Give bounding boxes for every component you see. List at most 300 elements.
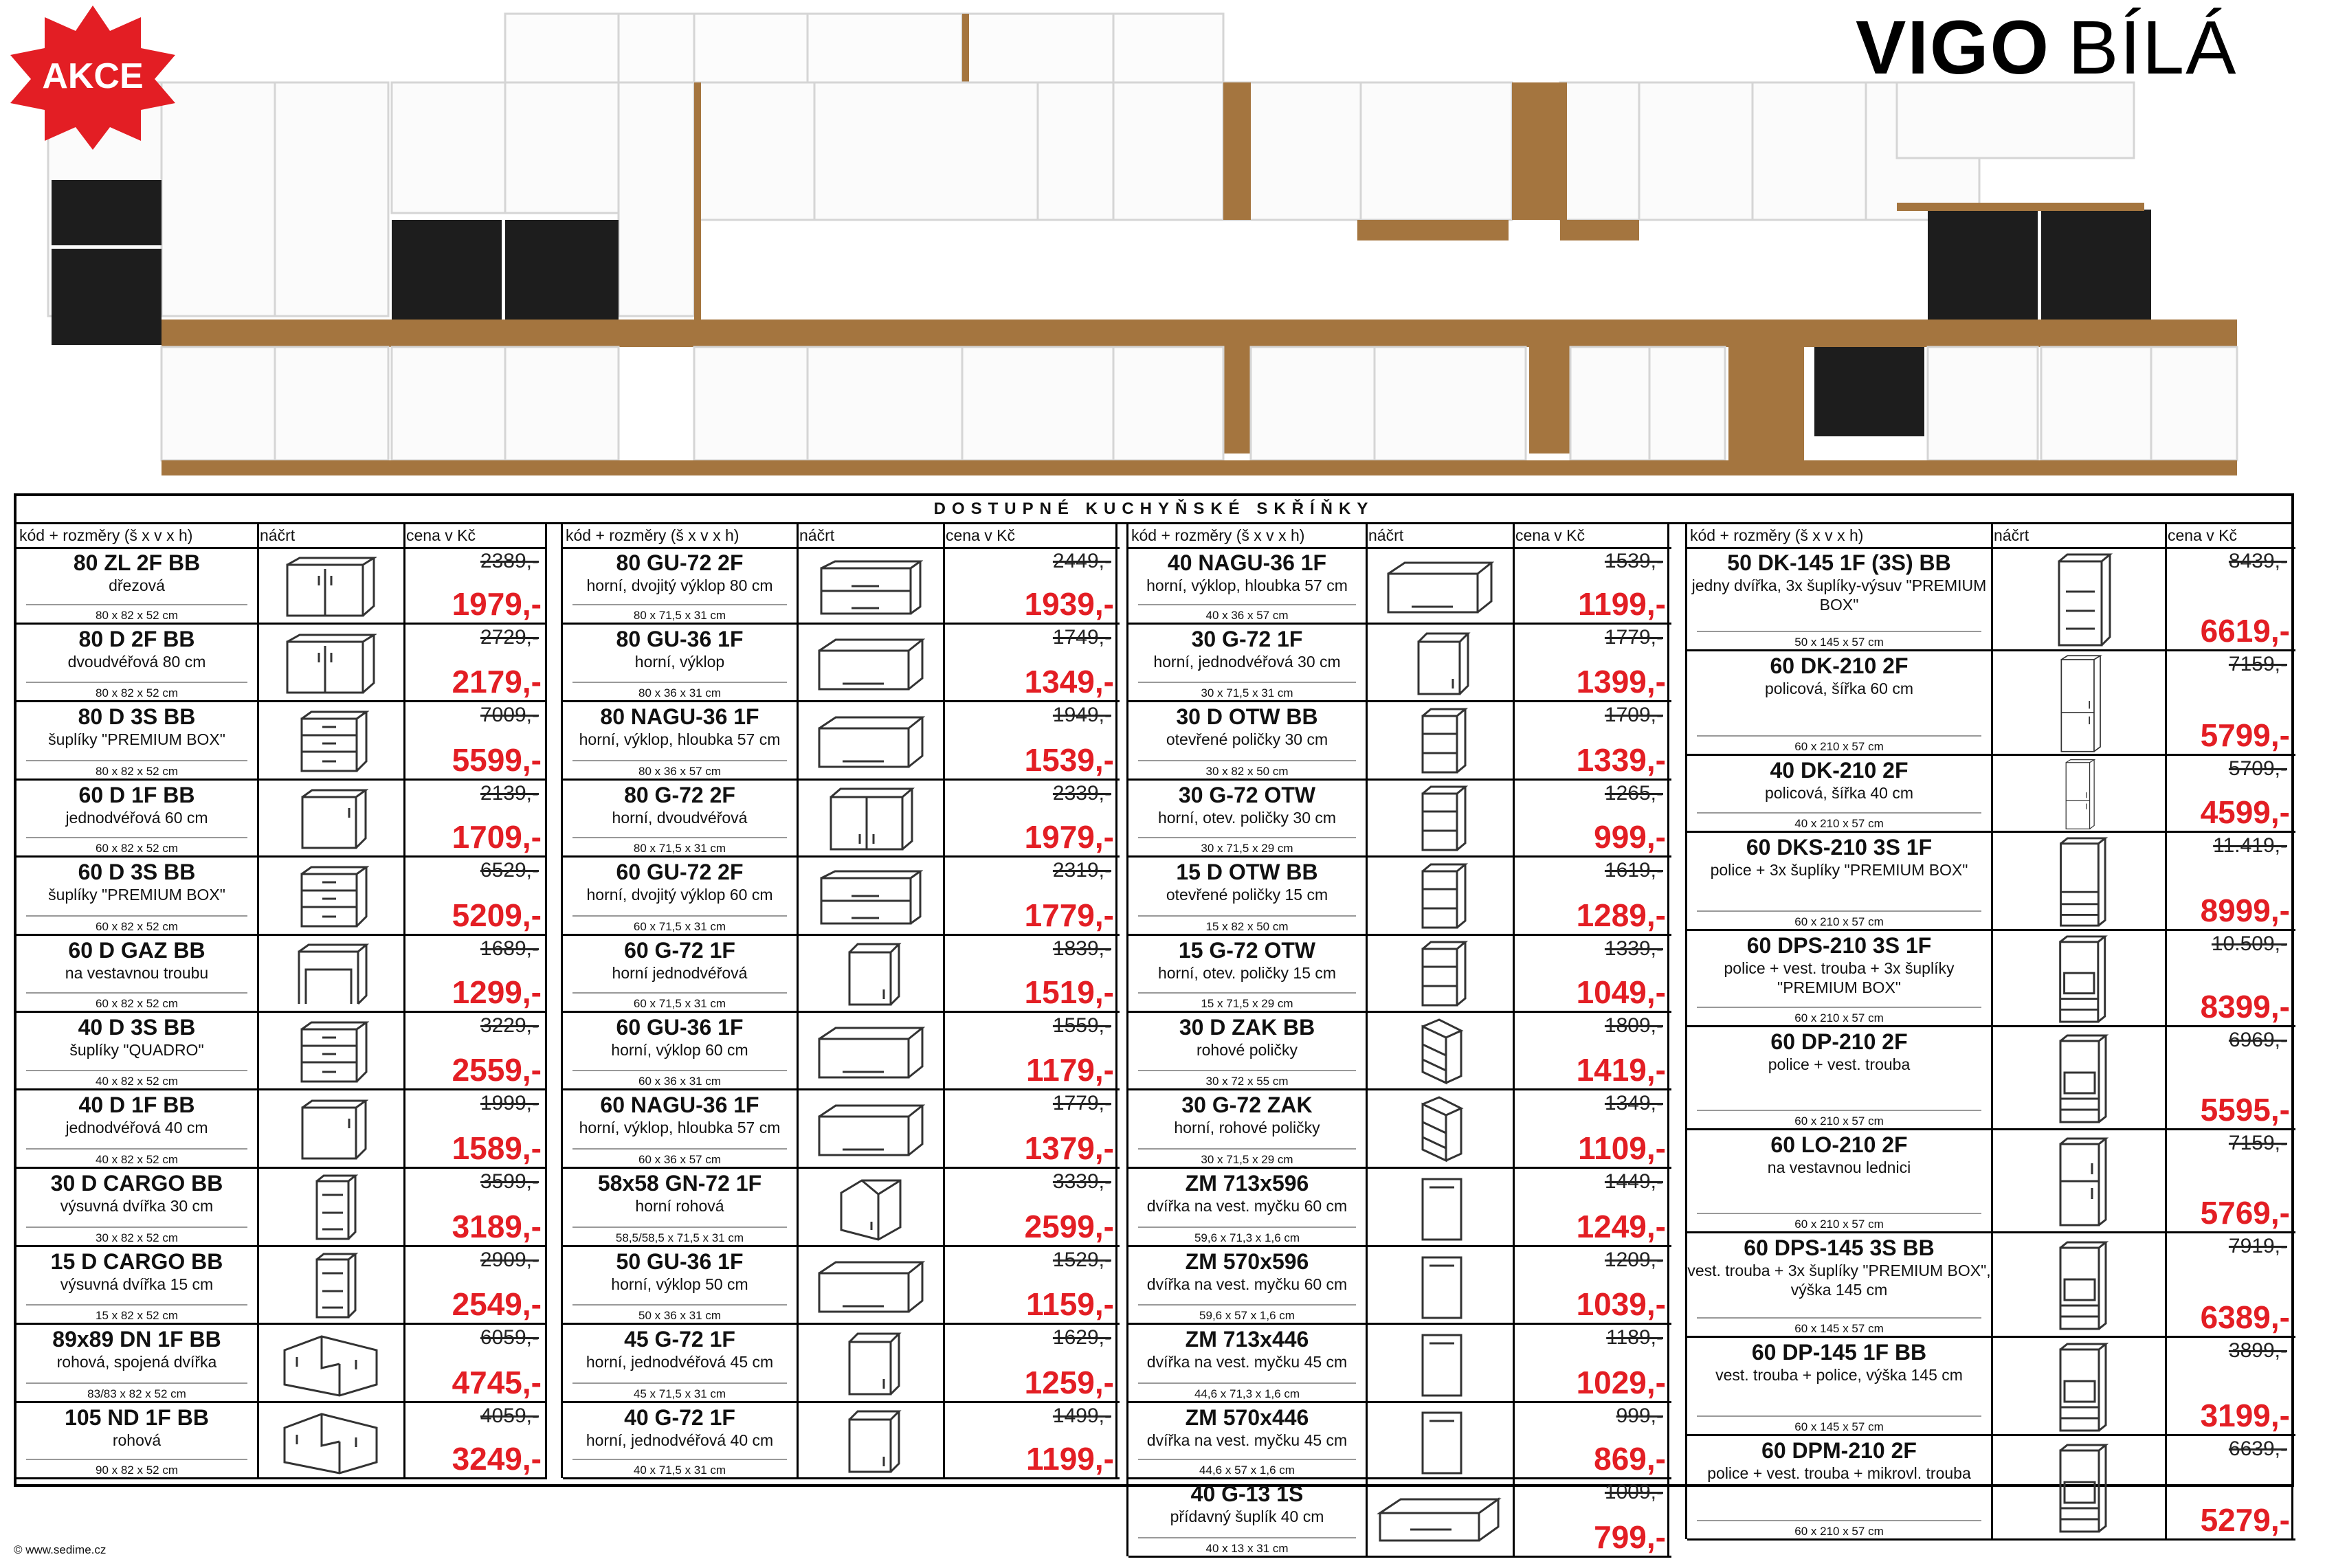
product-code: 60 DPS-210 3S 1F [1746, 933, 1932, 958]
product-row [563, 936, 1120, 1013]
sale-price: 6619,- [2200, 613, 2290, 649]
sale-price: 5209,- [452, 897, 542, 933]
product-code: 30 G-72 OTW [1178, 783, 1316, 807]
dims-divider [1138, 915, 1356, 917]
old-price: 2449,- [1052, 550, 1111, 572]
dishwasher-door-icon [1405, 1330, 1473, 1402]
product-info [16, 702, 257, 781]
product-info [1128, 1325, 1366, 1403]
sale-price: 1159,- [1026, 1286, 1114, 1322]
product-row [1128, 1247, 1671, 1325]
product-row [1128, 1479, 1671, 1558]
dims-divider [1138, 604, 1356, 605]
product-dimensions: 60 x 82 x 52 cm [95, 997, 178, 1010]
product-row [16, 936, 547, 1013]
sale-price: 1339,- [1576, 742, 1666, 778]
product-info [1687, 756, 1991, 833]
product-row [1128, 548, 1671, 625]
dims-divider [572, 837, 787, 838]
old-price: 6529,- [480, 859, 539, 882]
price-cell [1513, 936, 1671, 1013]
product-code: 50 GU-36 1F [616, 1249, 744, 1274]
product-info [563, 548, 797, 625]
corner-base-icon [280, 1330, 381, 1402]
product-row [563, 1247, 1120, 1325]
price-cell [1513, 548, 1671, 625]
product-dimensions: 80 x 71,5 x 31 cm [633, 842, 726, 855]
dims-divider [572, 992, 787, 994]
product-description: jednodvéřová 60 cm [65, 809, 208, 827]
price-cell [1513, 702, 1671, 781]
product-code: 30 G-72 ZAK [1181, 1093, 1313, 1117]
sale-price: 1039,- [1576, 1286, 1666, 1322]
product-row [1128, 1013, 1671, 1090]
old-price: 1349,- [1604, 1092, 1663, 1115]
product-description: šuplíky "PREMIUM BOX" [48, 730, 225, 748]
dims-divider [572, 604, 787, 605]
sale-price: 3189,- [452, 1209, 542, 1244]
old-price: 3339,- [1052, 1170, 1111, 1193]
column-header [1128, 524, 1671, 549]
old-price: 1449,- [1604, 1170, 1663, 1193]
product-row [563, 858, 1120, 936]
sale-price: 1299,- [452, 974, 542, 1010]
price-cell [943, 1169, 1120, 1247]
sale-price: 8399,- [2200, 989, 2290, 1024]
sale-price: 1289,- [1576, 897, 1666, 933]
product-description: policová, šířka 40 cm [1764, 784, 1914, 802]
product-row [16, 1247, 547, 1325]
sale-price: 1379,- [1024, 1130, 1114, 1166]
product-code: 89x89 DN 1F BB [52, 1327, 221, 1352]
old-price: 8439,- [2228, 550, 2287, 572]
wall-1-door-icon [1405, 631, 1473, 700]
product-dimensions: 60 x 210 x 57 cm [1794, 1011, 1884, 1024]
dims-divider [1697, 812, 1981, 814]
product-row [1687, 1233, 2295, 1338]
product-info [1687, 1338, 1991, 1436]
product-info [563, 1090, 797, 1169]
product-dimensions: 60 x 145 x 57 cm [1794, 1420, 1884, 1433]
product-row [1687, 1436, 2295, 1541]
product-row [563, 548, 1120, 625]
product-code: 30 D CARGO BB [50, 1171, 223, 1196]
product-description: horní rohová [635, 1197, 724, 1215]
dims-divider [26, 992, 247, 994]
product-code: 80 ZL 2F BB [73, 550, 201, 575]
product-row [1687, 651, 2295, 756]
product-description: police + vest. trouba + mikrovl. trouba [1707, 1464, 1971, 1482]
product-description: otevřené poličky 15 cm [1166, 886, 1328, 904]
product-info [563, 1325, 797, 1403]
sale-price: 4599,- [2200, 794, 2290, 830]
dims-divider [1697, 1007, 1981, 1008]
wall-corner-icon [834, 1174, 906, 1246]
product-code: 40 D 3S BB [78, 1015, 196, 1040]
old-price: 1779,- [1052, 1092, 1111, 1115]
product-code: 15 D OTW BB [1176, 860, 1318, 884]
price-cell [1513, 1013, 1671, 1090]
header-sketch: náčrt [1368, 526, 1404, 544]
price-cell [1513, 1325, 1671, 1403]
price-cell [403, 936, 547, 1013]
price-cell [2165, 1338, 2295, 1436]
product-row [16, 858, 547, 936]
product-dimensions: 40 x 13 x 31 cm [1205, 1542, 1289, 1555]
product-code: 60 G-72 1F [624, 938, 735, 963]
product-description: horní, rohové poličky [1174, 1119, 1320, 1136]
price-column-3 [1126, 524, 1669, 1556]
old-price: 2909,- [480, 1248, 539, 1271]
product-code: 40 G-72 1F [624, 1405, 735, 1430]
old-price: 2339,- [1052, 782, 1111, 805]
product-description: rohová, spojená dvířka [56, 1353, 217, 1371]
product-description: police + vest. trouba [1768, 1055, 1911, 1073]
product-info [563, 702, 797, 781]
brand-title [1856, 7, 2238, 89]
wall-flap-icon [815, 1258, 925, 1318]
akce-label: AKCE [42, 56, 144, 96]
product-info [16, 1169, 257, 1247]
product-code: 60 GU-36 1F [616, 1015, 744, 1040]
product-info [1128, 1013, 1366, 1090]
price-cell [943, 1247, 1120, 1325]
product-dimensions: 40 x 210 x 57 cm [1794, 817, 1884, 830]
sale-price: 1249,- [1576, 1209, 1666, 1244]
product-row [1687, 1338, 2295, 1436]
dims-divider [26, 915, 247, 917]
base-2-door-icon [285, 632, 377, 699]
brand-name-light: BÍLÁ [2068, 5, 2238, 90]
old-price: 7009,- [480, 704, 539, 726]
dims-divider [1697, 631, 1981, 632]
product-dimensions: 83/83 x 82 x 52 cm [87, 1387, 186, 1400]
header-code: kód + rozměry (š x v x h) [1131, 526, 1305, 544]
price-cell [403, 781, 547, 858]
dims-divider [26, 1070, 247, 1071]
dims-divider [572, 682, 787, 683]
old-price: 3229,- [480, 1014, 539, 1037]
product-dimensions: 40 x 82 x 52 cm [95, 1075, 178, 1088]
price-cell [403, 1247, 547, 1325]
product-info [1128, 1169, 1366, 1247]
product-info [563, 781, 797, 858]
product-code: 60 LO-210 2F [1770, 1132, 1908, 1157]
sale-price: 1589,- [452, 1130, 542, 1166]
product-row [1687, 1027, 2295, 1130]
product-code: ZM 570x596 [1185, 1249, 1309, 1274]
product-description: přídavný šuplík 40 cm [1170, 1508, 1324, 1525]
wall-flap-icon [815, 1024, 925, 1084]
tall-oven-icon [2045, 1240, 2111, 1335]
open-shelf-icon [1405, 785, 1473, 856]
tall-oven-icon [2045, 934, 2111, 1028]
product-row [563, 1325, 1120, 1403]
old-price: 1999,- [480, 1092, 539, 1115]
wall-flap-icon [1384, 559, 1494, 618]
product-info [563, 1247, 797, 1325]
old-price: 1629,- [1052, 1326, 1111, 1349]
sale-price: 1519,- [1024, 974, 1114, 1010]
sale-price: 5599,- [452, 742, 542, 778]
dims-divider [26, 760, 247, 761]
old-price: 11.419,- [2213, 834, 2287, 857]
product-code: 45 G-72 1F [624, 1327, 735, 1352]
price-cell [2165, 1233, 2295, 1338]
product-info [1687, 1130, 1991, 1233]
product-code: ZM 713x596 [1185, 1171, 1309, 1196]
product-description: horní, dvojitý výklop 80 cm [586, 576, 773, 594]
price-cell [943, 702, 1120, 781]
column-header [16, 524, 547, 549]
sale-price: 1049,- [1576, 974, 1666, 1010]
price-cell [403, 1403, 547, 1479]
old-price: 1529,- [1052, 1248, 1111, 1271]
price-cell [2165, 1436, 2295, 1541]
dims-divider [572, 1070, 787, 1071]
product-dimensions: 60 x 36 x 31 cm [638, 1075, 721, 1088]
product-dimensions: 40 x 71,5 x 31 cm [633, 1464, 726, 1477]
dims-divider [1138, 1227, 1356, 1228]
product-dimensions: 80 x 82 x 52 cm [95, 765, 178, 778]
dims-divider [1138, 682, 1356, 683]
product-description: dvířka na vest. myčku 45 cm [1146, 1431, 1348, 1449]
product-description: rohová [112, 1431, 162, 1449]
product-info [16, 1013, 257, 1090]
dims-divider [1138, 1304, 1356, 1306]
product-code: 60 DPM-210 2F [1761, 1438, 1917, 1463]
akce-badge [0, 0, 186, 151]
dims-divider [572, 1459, 787, 1460]
product-dimensions: 45 x 71,5 x 31 cm [633, 1387, 726, 1400]
price-cell [2165, 756, 2295, 833]
product-info [1128, 548, 1366, 625]
sale-price: 5769,- [2200, 1195, 2290, 1231]
product-info [1687, 1436, 1991, 1541]
product-description: policová, šířka 60 cm [1764, 680, 1914, 697]
product-info [16, 625, 257, 702]
product-dimensions: 15 x 82 x 52 cm [95, 1309, 178, 1322]
product-description: jedny dvířka, 3x šuplíky-výsuv "PREMIUM BOX" [1691, 576, 1987, 614]
product-row [1687, 931, 2295, 1027]
dims-divider [1697, 735, 1981, 737]
dims-divider [1138, 1382, 1356, 1384]
sale-price: 3199,- [2200, 1398, 2290, 1433]
price-cell [403, 1013, 547, 1090]
dims-divider [26, 1382, 247, 1384]
base-1-door-icon [293, 1098, 368, 1165]
product-code: 40 NAGU-36 1F [1167, 550, 1327, 575]
price-cell [1513, 625, 1671, 702]
sale-price: 1199,- [1026, 1441, 1114, 1477]
price-cell [2165, 931, 2295, 1027]
dims-divider [26, 1304, 247, 1306]
wall-flap-double-icon [817, 557, 923, 620]
product-info [16, 1403, 257, 1479]
product-dimensions: 30 x 71,5 x 31 cm [1201, 686, 1293, 699]
sale-price: 1539,- [1024, 742, 1114, 778]
product-description: výsuvná dvířka 30 cm [60, 1197, 214, 1215]
product-dimensions: 80 x 71,5 x 31 cm [633, 609, 726, 622]
product-row [16, 781, 547, 858]
product-dimensions: 80 x 36 x 57 cm [638, 765, 721, 778]
sale-price: 799,- [1594, 1519, 1666, 1555]
tall-2-door-icon [2054, 654, 2102, 757]
dims-divider [572, 915, 787, 917]
product-row [1687, 1130, 2295, 1233]
product-row [1687, 833, 2295, 931]
price-cell [403, 702, 547, 781]
header-sketch: náčrt [260, 526, 296, 544]
dims-divider [1697, 1110, 1981, 1111]
product-dimensions: 60 x 71,5 x 31 cm [633, 920, 726, 933]
price-cell [943, 936, 1120, 1013]
price-cell [403, 1090, 547, 1169]
product-info [1128, 1403, 1366, 1479]
product-row [16, 625, 547, 702]
product-code: 60 DKS-210 3S 1F [1746, 835, 1933, 860]
sale-price: 4745,- [452, 1365, 542, 1400]
product-description: horní, dvoudvéřová [612, 809, 748, 827]
product-row [563, 1013, 1120, 1090]
product-code: 60 GU-72 2F [616, 860, 744, 884]
product-row [16, 1013, 547, 1090]
product-code: 80 G-72 2F [624, 783, 735, 807]
product-row [1128, 1403, 1671, 1479]
old-price: 2319,- [1052, 859, 1111, 882]
sale-price: 2549,- [452, 1286, 542, 1322]
old-price: 1949,- [1052, 704, 1111, 726]
base-1-door-icon [293, 787, 368, 854]
product-info [16, 1325, 257, 1403]
product-description: jednodvéřová 40 cm [65, 1119, 208, 1136]
old-price: 10.509,- [2211, 932, 2287, 955]
product-code: 60 NAGU-36 1F [600, 1093, 759, 1117]
product-description: police + 3x šuplíky "PREMIUM BOX" [1710, 861, 1968, 879]
product-row [1128, 702, 1671, 781]
sale-price: 8999,- [2200, 893, 2290, 928]
old-price: 1499,- [1052, 1404, 1111, 1427]
product-description: horní, otev. poličky 15 cm [1157, 964, 1337, 982]
drawers-icon [292, 1020, 369, 1088]
price-cell [943, 1013, 1120, 1090]
product-info [1687, 931, 1991, 1027]
old-price: 1809,- [1604, 1014, 1663, 1037]
dims-divider [1697, 1213, 1981, 1214]
wall-flap-icon [815, 1101, 925, 1161]
header-price: cena v Kč [1515, 526, 1585, 544]
product-description: šuplíky "QUADRO" [69, 1041, 204, 1059]
product-description: horní, výklop [634, 653, 725, 671]
price-cell [403, 548, 547, 625]
product-dimensions: 40 x 36 x 57 cm [1205, 609, 1289, 622]
product-description: dřezová [109, 576, 165, 594]
product-code: 30 D ZAK BB [1179, 1015, 1315, 1040]
price-cell [1513, 1247, 1671, 1325]
price-cell [403, 625, 547, 702]
old-price: 2389,- [480, 550, 539, 572]
header-sketch: náčrt [1994, 526, 2029, 544]
product-dimensions: 60 x 82 x 52 cm [95, 842, 178, 855]
product-code: 80 NAGU-36 1F [600, 704, 759, 729]
sale-price: 5595,- [2200, 1092, 2290, 1128]
price-cell [1513, 1479, 1671, 1558]
old-price: 1339,- [1604, 937, 1663, 960]
dims-divider [1138, 760, 1356, 761]
product-row [1687, 756, 2295, 833]
product-info [1687, 548, 1991, 651]
product-row [563, 1403, 1120, 1479]
product-code: 50 DK-145 1F (3S) BB [1727, 550, 1951, 575]
old-price: 999,- [1616, 1404, 1663, 1427]
price-cell [943, 1090, 1120, 1169]
product-code: 60 D 3S BB [78, 860, 196, 884]
old-price: 1009,- [1604, 1481, 1663, 1503]
old-price: 2139,- [480, 782, 539, 805]
tall-fridge-icon [2045, 1136, 2111, 1231]
product-dimensions: 30 x 71,5 x 29 cm [1201, 842, 1293, 855]
product-info [1128, 1479, 1366, 1558]
price-column-4 [1685, 524, 2293, 1539]
product-dimensions: 30 x 72 x 55 cm [1205, 1075, 1289, 1088]
sale-price: 1029,- [1576, 1365, 1666, 1400]
column-header [563, 524, 1120, 549]
open-shelf-icon [1405, 708, 1473, 779]
price-cell [403, 1169, 547, 1247]
base-2-door-icon [285, 555, 377, 622]
old-price: 1779,- [1604, 626, 1663, 649]
product-dimensions: 60 x 210 x 57 cm [1794, 740, 1884, 753]
price-cell [1513, 858, 1671, 936]
brand-name-bold: VIGO [1856, 5, 2051, 90]
dims-divider [572, 1382, 787, 1384]
product-info [563, 625, 797, 702]
old-price: 1749,- [1052, 626, 1111, 649]
product-description: dvířka na vest. myčku 45 cm [1146, 1353, 1348, 1371]
product-description: horní, jednodvéřová 40 cm [586, 1431, 774, 1449]
old-price: 6059,- [480, 1326, 539, 1349]
sale-price: 2559,- [452, 1052, 542, 1088]
sale-price: 1179,- [1026, 1052, 1114, 1088]
product-dimensions: 15 x 82 x 50 cm [1205, 920, 1289, 933]
dims-divider [26, 1148, 247, 1150]
product-info [1687, 833, 1991, 931]
dishwasher-door-icon [1405, 1407, 1473, 1479]
price-column-1 [16, 524, 547, 1478]
product-code: 60 DP-210 2F [1770, 1029, 1908, 1054]
open-shelf-icon [1405, 863, 1473, 934]
product-code: 15 D CARGO BB [50, 1249, 223, 1274]
corner-base-icon [280, 1407, 381, 1479]
product-code: 40 DK-210 2F [1770, 758, 1909, 783]
price-cell [1513, 1403, 1671, 1479]
product-info [563, 858, 797, 936]
product-code: 80 GU-72 2F [616, 550, 744, 575]
price-cell [1513, 781, 1671, 858]
dims-divider [26, 837, 247, 838]
product-info [1128, 1090, 1366, 1169]
dims-divider [1138, 1459, 1356, 1460]
price-cell [943, 548, 1120, 625]
product-description: horní, jednodvéřová 45 cm [586, 1353, 774, 1371]
header-sketch: náčrt [799, 526, 835, 544]
product-description: vest. trouba + police, výška 145 cm [1715, 1366, 1963, 1384]
product-info [1128, 781, 1366, 858]
price-column-2 [561, 524, 1117, 1478]
product-dimensions: 60 x 71,5 x 31 cm [633, 997, 726, 1010]
wall-flap-double-icon [817, 867, 923, 930]
cargo-icon [296, 1174, 365, 1245]
